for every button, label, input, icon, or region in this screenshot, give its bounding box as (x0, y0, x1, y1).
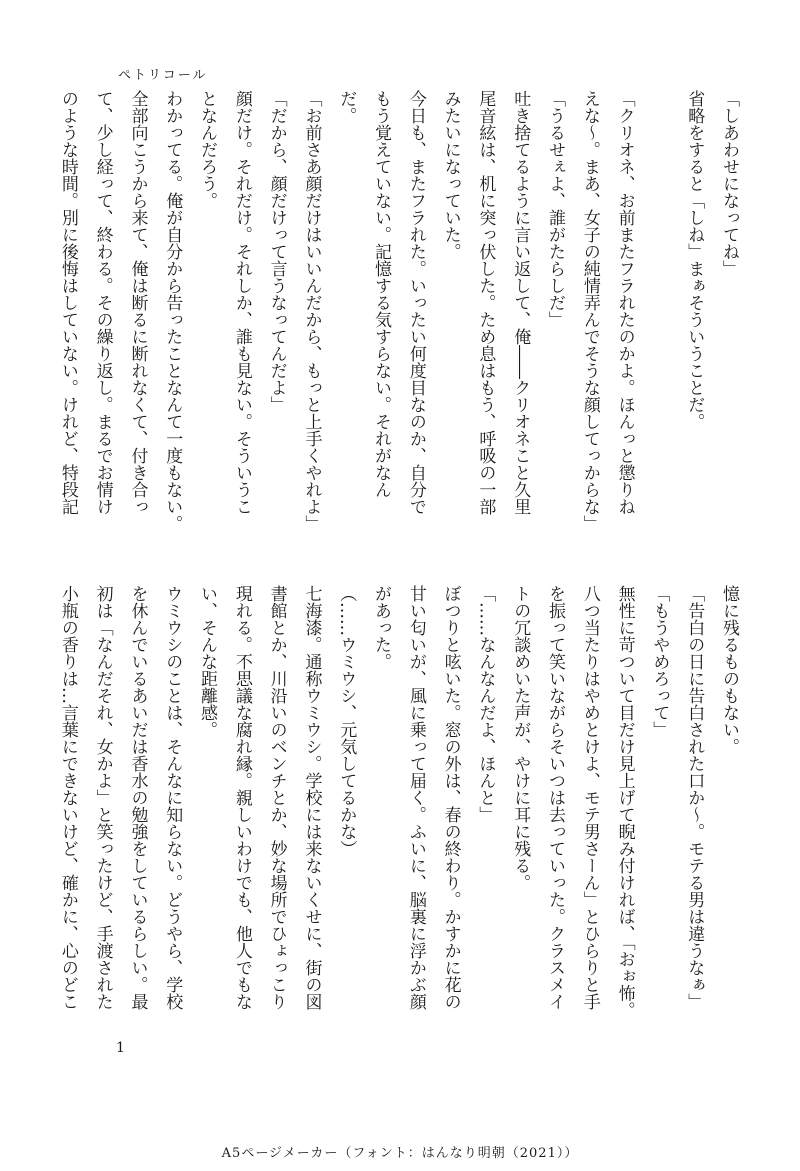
text-line: 全部向こうから来て、俺は断るに断れなくて、付き合っ (127, 90, 148, 515)
text-line: 尾音絃は、机に突っ伏した。ため息はもう、呼吸の一部 (475, 90, 496, 515)
text-line: 「お前さあ顔だけはいいんだから、もっと上手くやれよ」 (301, 90, 322, 532)
text-line: を振って笑いながらそいつは去っていった。クラスメイ (545, 585, 566, 1010)
text-line: 省略をすると「しね」まぁそういうことだ。 (684, 90, 705, 430)
text-line: い、そんな距離感。 (197, 585, 218, 738)
text-line: 小瓶の香りは…言葉にできないけど、確かに、心のどこ (57, 585, 78, 1010)
text-line: 今日も、またフラれた。いったい何度目なのか、自分で (405, 90, 426, 515)
text-line: を休んでいるあいだは香水の勉強をしているらしい。最 (127, 585, 148, 1010)
text-line: ウミウシのことは、そんなに知らない。どうやら、学校 (162, 585, 183, 1010)
text-line: 甘い匂いが、風に乗って届く。ふいに、脳裏に浮かぶ顔 (405, 585, 426, 1010)
text-line: ぼつりと呟いた。窓の外は、春の終わり。かすかに花の (440, 585, 461, 1010)
text-line: 初は「なんだそれ、女かよ」と笑ったけど、手渡された (92, 585, 113, 1010)
text-line: 「告白の日に告白された口か～。モテる男は違うなぁ」 (684, 585, 705, 1010)
text-line: 「だから、顔だけって言うなってんだよ」 (266, 90, 287, 413)
text-line: 「クリオネ、お前またフラれたのかよ。ほんっと懲りね (614, 90, 635, 515)
text-line: （……ウミウシ、元気してるかな） (336, 585, 357, 857)
text-line: えな～。まあ、女子の純情弄んでそうな顔してっからな」 (579, 90, 600, 532)
text-line: 「うるせぇよ、誰がたらしだ」 (545, 90, 566, 328)
text-line (642, 90, 677, 550)
text-line: があった。 (371, 585, 392, 670)
text-column-lower (57, 585, 746, 1040)
text-line: のような時間。別に後悔はしていない。けれど、特段記 (57, 90, 78, 515)
text-line: 「もうやめろって」 (649, 585, 670, 738)
text-line: 八つ当たりはやめとけよ、モテ男さーん」とひらりと手 (579, 585, 600, 1010)
text-line: もう覚えていない。記憶する気すらない。それがなん (371, 90, 392, 498)
footer-credit: A5ページメーカー（フォント：はんなり明朝（2021）） (221, 1146, 579, 1161)
text-line: 書館とか、川沿いのベンチとか、妙な場所でひょっこり (266, 585, 287, 1010)
text-line: 顔だけ。それだけ。それしか、誰も見ない。そういうこ (231, 90, 252, 515)
text-line: 無性に苛ついて目だけ見上げて睨み付ければ、「おぉ怖。 (614, 585, 635, 1019)
text-line: て、少し経って、終わる。その繰り返し。まるでお情け (92, 90, 113, 515)
text-line: みたいになっていた。 (440, 90, 461, 260)
text-line: となんだろう。 (197, 90, 218, 209)
text-line: 憶に残るものもない。 (719, 585, 739, 755)
text-line: わかってる。俺が自分から告ったことなんて一度もない。 (162, 90, 183, 532)
text-line: 吐き捨てるように言い返して、俺――クリオネこと久里 (510, 90, 531, 515)
running-header-title: ペトリコール (118, 68, 208, 83)
text-line: 現れる。不思議な腐れ縁。親しいわけでも、他人でもな (231, 585, 252, 1010)
text-line: 七海漆。通称ウミウシ。学校には来ないくせに、街の図 (301, 585, 322, 1010)
page-number: 1 (116, 1040, 125, 1056)
text-line: 「……なんなんだよ、ほんと」 (475, 585, 496, 823)
text-line: トの冗談めいた声が、やけに耳に残る。 (510, 585, 531, 891)
text-line: 「しあわせになってね」 (719, 90, 739, 277)
text-line: だ。 (336, 90, 357, 124)
text-column-upper (57, 90, 746, 550)
